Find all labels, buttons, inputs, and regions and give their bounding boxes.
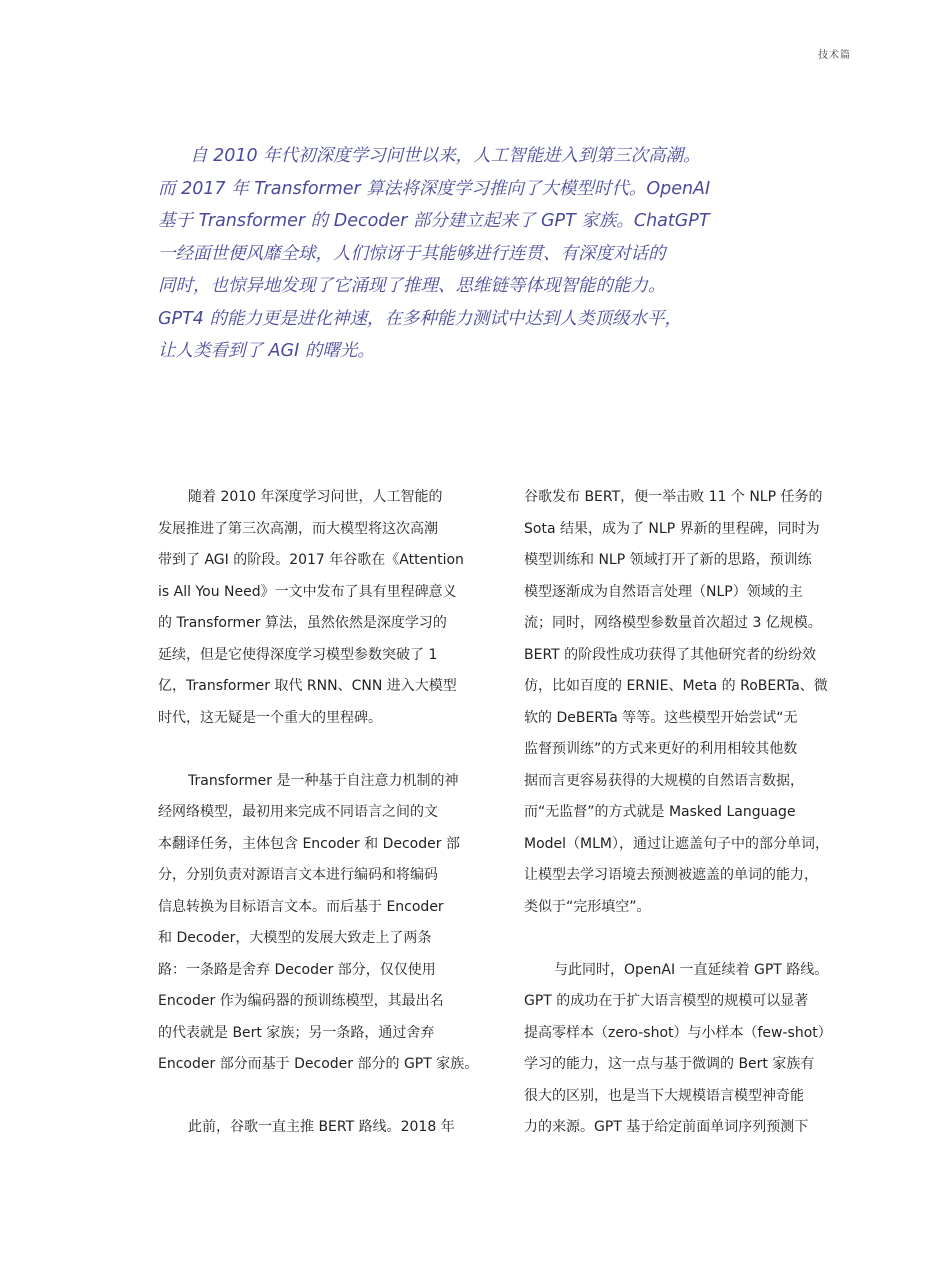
text-line: 本翻译任务，主体包含 Encoder 和 Decoder 部 <box>158 835 460 852</box>
text-line: 经网络模型，最初用来完成不同语言之间的文 <box>158 804 438 820</box>
body-paragraph <box>158 482 490 734</box>
text-line: 很大的区别，也是当下大规模语言模型神奇能 <box>524 1087 804 1104</box>
text-line: 模型训练和 NLP 领域打开了新的思路，预训练 <box>524 552 812 568</box>
text-line: 的代表就是 Bert 家族；另一条路，通过舍弃 <box>158 1024 435 1041</box>
left-column <box>158 482 490 1175</box>
text-line: 时代，这无疑是一个重大的里程碑。 <box>158 709 382 726</box>
text-line: Sota 结果，成为了 NLP 界新的里程碑，同时为 <box>524 520 820 537</box>
text-line: 而“无监督”的方式就是 Masked Language <box>524 804 796 820</box>
body-paragraph <box>158 766 490 1081</box>
text-line: BERT 的阶段性成功获得了其他研究者的纷纷效 <box>524 646 817 663</box>
text-line: 仿，比如百度的 ERNIE、Meta 的 RoBERTa、微 <box>524 678 828 694</box>
text-line: Transformer 是一种基于自注意力机制的神 <box>188 772 459 789</box>
right-column <box>524 482 856 1175</box>
text-line: 带到了 AGI 的阶段。2017 年谷歌在《Attention <box>158 552 464 568</box>
intro-line: 基于 Transformer 的 Decoder 部分建立起来了 GPT 家族。ChatGPT <box>158 211 710 231</box>
text-line: 分，分别负责对源语言文本进行编码和将编码 <box>158 867 438 883</box>
body-paragraph <box>524 482 856 923</box>
text-line: 据而言更容易获得的大规模的自然语言数据， <box>524 772 804 789</box>
text-line: 谷歌发布 BERT，便一举击败 11 个 NLP 任务的 <box>524 489 823 505</box>
text-line: 的 Transformer 算法，虽然依然是深度学习的 <box>158 615 447 631</box>
intro-line: 让人类看到了 AGI 的曙光。 <box>158 341 375 361</box>
intro-line: GPT4 的能力更是进化神速，在多种能力测试中达到人类顶级水平， <box>158 308 682 329</box>
text-line: 亿，Transformer 取代 RNN、CNN 进入大模型 <box>158 678 457 694</box>
section-header-label: 技术篇 <box>818 50 851 61</box>
text-line: Encoder 作为编码器的预训练模型，其最出名 <box>158 993 444 1009</box>
text-line: is All You Need》一文中发布了具有里程碑意义 <box>158 583 457 600</box>
text-line: 类似于“完形填空”。 <box>524 898 651 915</box>
text-line: 监督预训练”的方式来更好的利用相较其他数 <box>524 741 798 757</box>
intro-line: 一经面世便风靡全球，人们惊讶于其能够进行连贯、有深度对话的 <box>158 243 666 264</box>
text-line: Model（MLM），通过让遮盖句子中的部分单词， <box>524 835 829 852</box>
body-paragraph <box>158 1112 490 1144</box>
text-line: 路：一条路是舍弃 Decoder 部分，仅仅使用 <box>158 961 436 978</box>
text-line: GPT 的成功在于扩大语言模型的规模可以显著 <box>524 993 809 1009</box>
text-line: 和 Decoder，大模型的发展大致走上了两条 <box>158 930 432 946</box>
intro-line: 同时，也惊异地发现了它涌现了推理、思维链等体现智能的能力。 <box>158 276 666 296</box>
text-line: Encoder 部分而基于 Decoder 部分的 GPT 家族。 <box>158 1056 479 1072</box>
text-line: 让模型去学习语境去预测被遮盖的单词的能力， <box>524 867 818 883</box>
text-line: 提高零样本（zero-shot）与小样本（few-shot） <box>524 1024 832 1041</box>
intro-line: 而 2017 年 Transformer 算法将深度学习推向了大模型时代。OpenAI <box>158 178 711 199</box>
text-line: 模型逐渐成为自然语言处理（NLP）领域的主 <box>524 583 803 600</box>
text-line: 学习的能力，这一点与基于微调的 Bert 家族有 <box>524 1056 815 1072</box>
text-line: 与此同时，OpenAI 一直延续着 GPT 路线。 <box>554 961 829 978</box>
text-line: 随着 2010 年深度学习问世，人工智能的 <box>188 489 443 505</box>
text-line: 发展推进了第三次高潮，而大模型将这次高潮 <box>158 520 438 537</box>
body-paragraph <box>524 955 856 1144</box>
text-line: 此前，谷歌一直主推 BERT 路线。2018 年 <box>188 1119 455 1135</box>
text-line: 信息转换为目标语言文本。而后基于 Encoder <box>158 898 444 915</box>
intro-paragraph <box>158 140 740 368</box>
text-line: 软的 DeBERTa 等等。这些模型开始尝试“无 <box>524 709 798 726</box>
text-line: 力的来源。GPT 基于给定前面单词序列预测下 <box>524 1119 809 1135</box>
intro-line: 自 2010 年代初深度学习问世以来，人工智能进入到第三次高潮。 <box>190 146 701 166</box>
text-line: 流；同时，网络模型参数量首次超过 3 亿规模。 <box>524 615 822 631</box>
text-line: 延续，但是它使得深度学习模型参数突破了 1 <box>158 646 438 663</box>
